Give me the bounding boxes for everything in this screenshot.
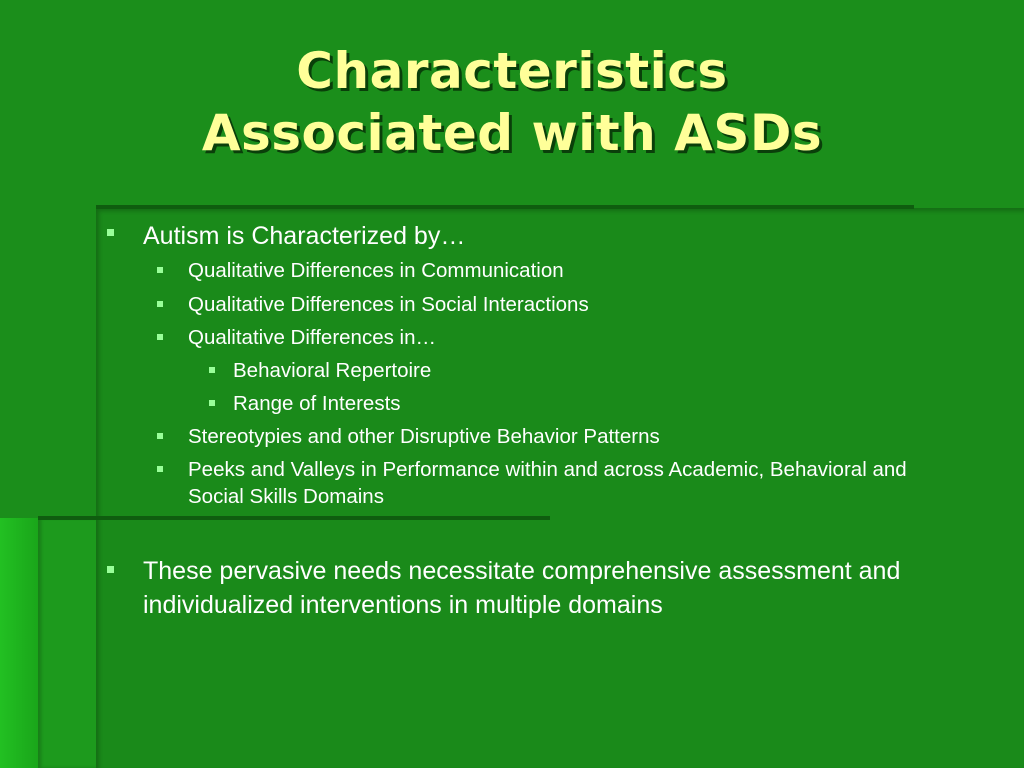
bullet-pervasive-needs: These pervasive needs necessitate comprehensive assessment and individualized interventions in multiple domains bbox=[143, 557, 901, 619]
bullet-peeks-and-valleys: Peeks and Valleys in Performance within and across Academic, Behavioral and Social Skills Domains bbox=[188, 458, 907, 508]
square-bullet-icon bbox=[157, 466, 163, 472]
square-bullet-icon bbox=[157, 334, 163, 340]
bullet-communication: Qualitative Differences in Communication bbox=[188, 259, 564, 282]
square-bullet-icon bbox=[107, 229, 114, 236]
bullet-social-interactions: Qualitative Differences in Social Interactions bbox=[188, 293, 589, 316]
square-bullet-icon bbox=[157, 433, 163, 439]
slide-title-line-1: Characteristics bbox=[296, 42, 728, 100]
slide-title-line-2: Associated with ASDs bbox=[201, 104, 823, 162]
bullet-stereotypies: Stereotypies and other Disruptive Behavior Patterns bbox=[188, 425, 660, 448]
square-bullet-icon bbox=[157, 267, 163, 273]
bullet-behavioral-repertoire: Behavioral Repertoire bbox=[233, 359, 432, 382]
square-bullet-icon bbox=[209, 367, 215, 373]
square-bullet-icon bbox=[157, 301, 163, 307]
square-bullet-icon bbox=[107, 566, 114, 573]
bullet-range-of-interests: Range of Interests bbox=[233, 392, 401, 415]
bullet-autism-characterized: Autism is Characterized by… bbox=[143, 222, 466, 250]
square-bullet-icon bbox=[209, 400, 215, 406]
bullet-differences-in: Qualitative Differences in… bbox=[188, 326, 437, 349]
